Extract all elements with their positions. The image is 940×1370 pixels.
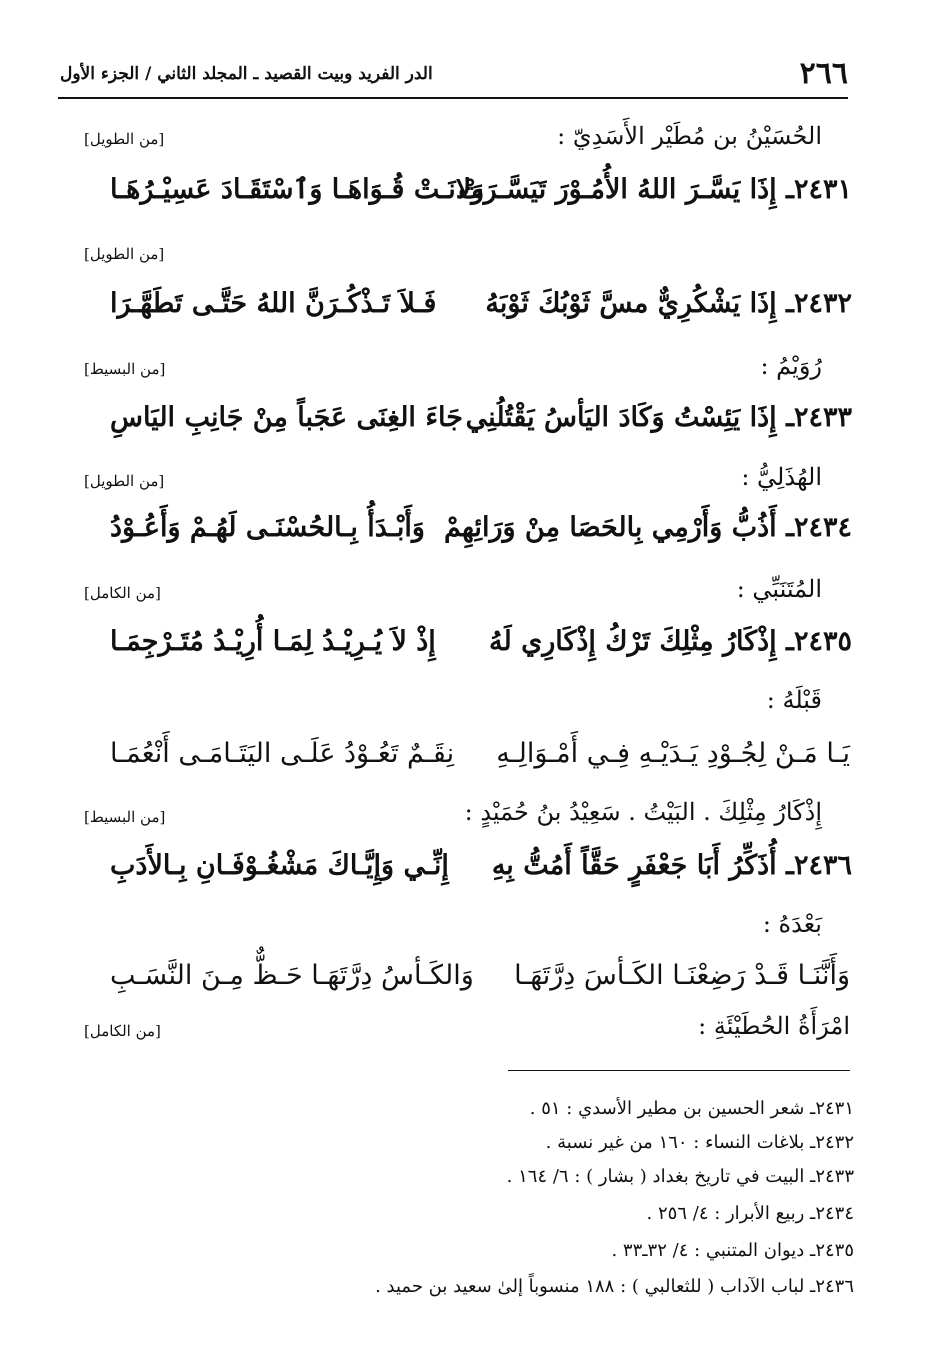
footnote: ٢٤٣٣ـ البيت في تاريخ بغداد ( بشار ) : ٦/ ١٦٤ . [506, 1166, 854, 1187]
verse-second-hemistich: نِقَـمٌ تَعُـوْدُ عَلَـى اليَتَـامَـى أَنْعُمَـا [110, 738, 455, 769]
poet-name: امْرَأَةُ الحُطَيْئَةِ : [698, 1012, 850, 1040]
verse-first-hemistich: ٢٤٣١ـ إِذَا يَسَّـرَ اللهُ الأُمُـوْرَ تَيَسَّـرَتْ [458, 174, 852, 205]
footnote: ٢٤٣١ـ شعر الحسين بن مطير الأسدي : ٥١ . [529, 1098, 854, 1119]
poet-name: المُتَنَبِّي : [736, 575, 822, 603]
verse-first-hemistich: ٢٤٣٥ـ إِذْكَارُ مِثْلِكَ تَرْكُ إِذْكَارِي لَهُ [488, 626, 852, 657]
running-title: الدر الفريد وبيت القصيد ـ المجلد الثاني / الجزء الأول [60, 64, 433, 84]
footnote: ٢٤٣٦ـ لباب الآداب ( للثعالبي ) : ١٨٨ منسوباً إلىٰ سعيد بن حميد . [375, 1276, 854, 1297]
verse-first-hemistich: ٢٤٣٢ـ إِذَا يَشْكُرِيٌّ مسَّ ثَوْبُكَ ثَوْبَهُ [485, 288, 852, 319]
verse-second-hemistich: إِنِّـي وَإِيَّـاكَ مَشْغُـوْفَـانِ بِـالأَدَبِ [110, 850, 449, 881]
meter-label: [من الكامل] [84, 584, 161, 602]
verse-first-hemistich: ٢٤٣٣ـ إِذَا يَئِسْتُ وَكَادَ اليَأسُ يَقْتُلُنِي [465, 402, 852, 433]
page-number: ٢٦٦ [799, 56, 848, 91]
verse-first-hemistich: ٢٤٣٦ـ أُذَكِّرُ أَبَا جَعْفَرٍ حَقَّاً أَمُتُّ بِهِ [491, 850, 852, 881]
section-label: بَعْدَهُ : [762, 910, 822, 938]
footnote: ٢٤٣٥ـ ديوان المتنبي : ٤/ ٣٢ـ٣٣ . [611, 1240, 854, 1261]
verse-second-hemistich: جَاءَ الغِنَى عَجَباً مِنْ جَانِبِ اليَاسِ [110, 402, 463, 433]
poet-name: رُوَيْمُ : [760, 352, 822, 380]
verse-first-hemistich: يَـا مَـنْ لِجُـوْدِ يَـدَيْـهِ فِـي أَمْـوَالِـهِ [496, 738, 850, 769]
verse-second-hemistich: فَـلاَ تَـذْكُـرَنَّ اللهُ حَتَّـى تَطَهَّـرَا [110, 288, 437, 319]
poet-name: الحُسَيْنُ بن مُطَيْر الأَسَدِيّ : [557, 122, 822, 150]
verse-second-hemistich: وَالكَـأسُ دِرَّتَهَـا حَـظٌّ مِـنَ النَّسَـبِ [110, 960, 474, 991]
section-label: قَبْلَهُ : [766, 686, 822, 714]
header-divider [58, 97, 848, 99]
poet-name: إِذْكَارُ مِثْلِكَ . البَيْتُ . سَعِيْدُ بنُ حُمَيْدٍ : [464, 798, 822, 826]
meter-label: [من الكامل] [84, 1022, 161, 1040]
verse-first-hemistich: وَأَنَّنَـا قَـدْ رَضِعْنَـا الكَـأسَ دِرَّتَهَـا [514, 960, 850, 991]
meter-label: [من الطويل] [84, 130, 165, 148]
meter-label: [من الطويل] [84, 245, 165, 263]
meter-label: [من البسيط] [84, 808, 166, 826]
footnote: ٢٤٣٤ـ ربيع الأبرار : ٤/ ٢٥٦ . [646, 1203, 854, 1224]
verse-first-hemistich: ٢٤٣٤ـ أَذُبُّ وَأَرْمِي بِالحَصَا مِنْ وَرَائِهِمْ [444, 512, 852, 543]
footnote-divider [508, 1070, 850, 1071]
verse-second-hemistich: إِذْ لاَ يُـرِيْـدُ لِمَـا أُرِيْـدُ مُتَـرْجِمَـا [110, 626, 436, 657]
footnote: ٢٤٣٢ـ بلاغات النساء : ١٦٠ من غير نسبة . [545, 1132, 854, 1153]
poet-name: الهُذَلِيُّ : [741, 463, 822, 491]
meter-label: [من الطويل] [84, 472, 165, 490]
verse-second-hemistich: وَلانَـتْ قُـوَاهَـا وَٱسْتَقَـادَ عَسِيْـرُهَـا [110, 174, 485, 205]
meter-label: [من البسيط] [84, 360, 166, 378]
verse-second-hemistich: وَأَبْـدَأُ بِـالحُسْنَـى لَهُـمْ وَأَعُـوْدُ [110, 512, 425, 543]
